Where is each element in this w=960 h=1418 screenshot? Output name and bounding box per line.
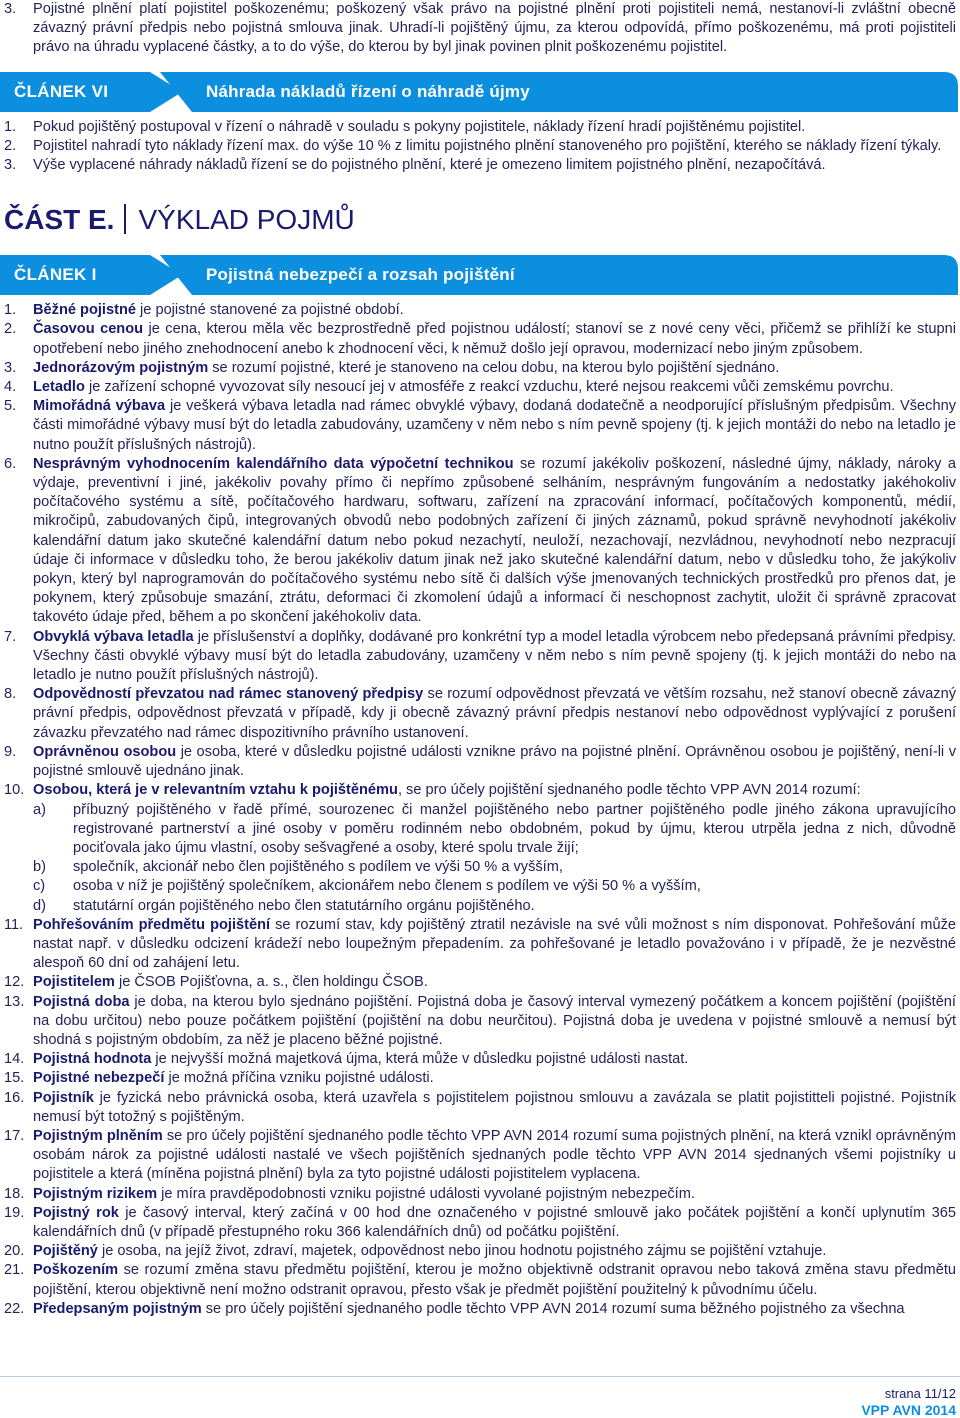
sub-item [33,801,956,859]
article-vi-items [0,118,960,176]
term: Osobou, která je v relevantním vztahu k pojištěnému [33,782,398,799]
term: Pojištěný [33,1243,98,1260]
list-item [0,156,960,175]
list-item [0,1050,960,1069]
item-number: 11. [4,916,24,933]
item-text: je cena, kterou měla věc bezprostředně před pojistnou událostí; stanoví se z nové ceny věci, přičemž se přihlíží ke stupni opotřebení nebo jiného znehodnocení anebo k zhodnocení věci, k němuž došlo její opravou, modernizací nebo jiným způsobem. [33,321,956,357]
article-vi-number: ČLÁNEK VI [14,81,109,101]
sub-item [33,858,956,877]
item-number: 10. [4,782,25,799]
term: Nesprávným vyhodnocením kalendářního data výpočetní technikou [33,455,514,472]
item-number: 21. [4,1262,25,1279]
term: Pojistné nebezpečí [33,1070,165,1087]
term: Pojistitelem [33,974,115,991]
part-label: ČÁST E. [4,204,115,236]
list-item [0,137,960,156]
list-item [0,1300,960,1319]
item-number: 1. [4,118,17,135]
sub-item-text: statutární orgán pojištěného nebo člen statutárního orgánu pojištěného. [73,897,535,914]
item-number: 2. [4,321,17,338]
list-item [0,1185,960,1204]
list-item [0,685,960,743]
sub-item-letter: a) [33,801,46,818]
item-text: je příslušenství a doplňky, dodávané pro konkrétní typ a model letadla výrobcem nebo předepsaná právními předpisy. Všechny části obvyklé výbavy musí být do letadla zabudovány, uzamčeny v něm nebo s ním pevně spojeny (tj. k jejich montáži do nebo na letadlo je nutno použít příslušných nástrojů). [33,628,957,684]
list-item [0,455,960,628]
item-text: Pokud pojištěný postupoval v řízení o náhradě v souladu s pokyny pojistitele, náklady řízení hradí pojištěnému pojistitel. [33,118,806,135]
term: Pojistná doba [33,993,130,1010]
list-item [0,1204,960,1242]
list-item [0,916,960,974]
item-text: se rozumí odpovědnost převzatá ve větším rozsahu, než stanoví obecně závazný právní předpis, odpovědnost převzatá v případě, kdy ji obecně závazný právní předpis nestanoví nebo odpovědnost vyplývající z porušení závazku převzatého nad rámec dispozitivního právního ustanovení. [33,686,956,741]
item-text: je možná příčina vzniku pojistné události. [164,1070,434,1087]
list-item [0,743,960,781]
intro-section [0,0,960,58]
item-text: Výše vyplacené náhrady nákladů řízení se do pojistného plnění, které je omezeno limitem pojistného plnění, nezapočítává. [33,157,826,174]
item-number: 22. [4,1300,25,1317]
term: Odpovědností převzatou nad rámec stanovený předpisy [33,686,424,703]
list-item [0,359,960,378]
item-text: Pojistitel nahradí tyto náklady řízení max. do výše 10 % z limitu pojistného plnění stanoveného pro pojištění, kterého se náklady řízení týkaly. [33,137,942,154]
item-text: je doba, na kterou bylo sjednáno pojištění. Pojistná doba je časový interval vymezený počátkem a koncem pojištění (pojištění na dobu určitou) nebo pouze počátkem pojištění (pojištění na dobu neurčitou). Pojistná doba je uvedena v pojistné smlouvě a nemusí být shodná s pojistným obdobím, za něž je placeno běžné pojistné. [33,993,956,1048]
item-text: je nejvyšší možná majetková újma, která může v důsledku pojistné události nastat. [151,1051,689,1068]
list-item [0,1069,960,1088]
item-text: je ČSOB Pojišťovna, a. s., člen holdingu ČSOB. [114,974,428,991]
term: Časovou cenou [33,321,144,338]
item-number: 17. [4,1127,25,1144]
item-text: se rozumí pojistné, které je stanoveno na celou dobu, na kterou bylo pojištění sjednáno. [208,359,780,376]
part-title: VÝKLAD POJMŮ [138,204,355,236]
part-separator [124,204,126,234]
item-number: 7. [4,628,17,645]
item-text: se pro účely pojištění sjednaného podle těchto VPP AVN 2014 rozumí suma pojistných plnění, na která vznikl oprávněným osobám nárok za pojistné události nastalé ve všech pojištěních sjednaných podle těchto VPP AVN 2014 sjednaných všemi pojistníky u pojistitele a která (míněna pojistná plnění) byla za tyto pojistné události pojistitelem vyplacena. [33,1127,956,1183]
sub-item-text: příbuzný pojištěného v řadě přímé, sourozenec či manžel pojištěného nebo partner pojištěného podle jiného zákona upravujícího registrované partnerství a jiné osoby v poměru rodinném nebo obdobném, pokud by újmu, kterou utrpěla jedna z nich, důvodně pociťovala jako újmu vlastní, osoby sešvagřené a osoby, které spolu trvale žijí; [73,801,956,856]
list-item [0,1127,960,1185]
item-number: 12. [4,974,25,991]
item-text: je fyzická nebo právnická osoba, která uzavřela s pojistitelem pojistnou smlouvu a zavázala se platit pojistitteli pojistné. Pojistník nemusí být totožný s pojištěným. [33,1089,956,1125]
list-item [0,0,960,58]
article-vi-header [0,72,960,112]
sub-item [33,877,956,896]
sub-item [33,897,956,916]
item-text: se rozumí jakékoliv poškození, následné újmy, náklady, nároky a výdaje, preventivní i jiné, jakékoliv povahy přímo či nepřímo způsobené selháním, nesprávným fungováním a nedostatky jakéhokoliv počítačového systému a sítě, počítačového hardwaru, softwaru, zařízení na zpracování informací, počítačových komponentů, médií, mikročipů, zabudovaných čipů, integrovaných obvodů nebo podobných zařízení či jiných záznamů, pokud správně nevyhodnotí jakékoliv kalendářní datum jako skutečné kalendářní datum nebo pokud nezachytí, neuloží, nezachovají, nezvládnou, nevyhodnotí nebo nezpracují údaje či informace v důsledku toho, že berou jakékoliv datum jinak než jako skutečné kalendářní datum, nebo v důsledku toho, že jakýkoliv pokyn, který byl naprogramován do počítačového systému nebo sítě či dalších výše jmenovaných technických prostředků pro přenos dat, je pokynem, který způsobuje smazání, ztrátu, deformaci či zkomolení údajů a informací či neschopnost zachytit, uložit či správně zpracovat takovéto údaje před, během a po skončení jakéhokoliv data. [33,455,957,626]
list-item [0,1089,960,1127]
term: Běžné pojistné [33,302,136,319]
item-number: 1. [4,302,17,319]
part-heading [4,201,960,243]
sub-item-text: společník, akcionář nebo člen pojištěného s podílem ve výši 50 % a vyšším, [73,859,563,876]
item-text: je zařízení schopné vyvozovat síly nesoucí jej v atmosféře z reakcí vzduchu, které nejsou reakcemi vůči zemskému povrchu. [84,379,894,396]
list-item [0,1242,960,1261]
item-text: , se pro účely pojištění sjednaného podle těchto VPP AVN 2014 rozumí: [397,782,861,799]
term: Letadlo [33,379,85,396]
article-i-title: Pojistná nebezpečí a rozsah pojištění [206,265,515,285]
item-number: 2. [4,137,17,154]
item-number: 18. [4,1185,25,1202]
list-item [0,973,960,992]
article-i-items [0,301,960,1319]
item-number: 8. [4,686,17,703]
list-item [0,628,960,686]
item-number: 20. [4,1243,25,1260]
item-text: je osoba, na jejíž život, zdraví, majetek, odpovědnost nebo jinou hodnotu pojistného zájmu se pojištění vztahuje. [97,1243,827,1260]
item-text: se rozumí stav, kdy pojištěný ztratil nezávisle na své vůli možnost s ním disponovat. Pohřešování může nastat např. v důsledku odcizení krádeží nebo loupežným přepadením. za pohřešované je letadlo považováno i v případě, že je nezvěstné alespoň 60 dní od zahájení letu. [33,916,956,972]
document-code: VPP AVN 2014 [861,1402,956,1418]
item-number: 13. [4,993,25,1010]
list-item [0,781,960,800]
item-number: 16. [4,1089,25,1106]
item-number: 3. [4,359,17,376]
item-text: se rozumí změna stavu předmětu pojištění, kterou je možno objektivně odstranit opravou nebo taková změna stavu předmětu pojištění, kterou objektivně není možno odstranit opravou, přesto však je předmět pojištění použitelný k původnímu účelu. [33,1262,956,1298]
item-number: 3. [4,1,17,17]
item-text: je pojistné stanovené za pojistné období. [135,302,404,319]
term: Pojistná hodnota [33,1051,152,1068]
term: Jednorázovým pojistným [33,359,209,376]
item-number: 19. [4,1204,25,1221]
article-i-header [0,255,960,295]
item-number: 6. [4,455,17,472]
sub-item-text: osoba v níž je pojištěný společníkem, akcionářem nebo členem s podílem ve výši 50 % a vyšším, [73,878,701,895]
article-vi-title: Náhrada nákladů řízení o náhradě újmy [206,81,530,101]
sub-item-letter: d) [33,897,46,914]
item-number: 15. [4,1070,25,1087]
item-text: se pro účely pojištění sjednaného podle těchto VPP AVN 2014 rozumí suma běžného pojistného za všechna [201,1300,905,1317]
sub-item-letter: b) [33,859,46,876]
item-text: Pojistné plnění platí pojistitel poškozenému; poškozený však právo na pojistné plnění proti pojistiteli nemá, nestanoví-li zvláštní obecně závazný právní předpis nebo pojistná smlouva jinak. Uhradí-li pojištěný újmu, za kterou odpovídá, přímo poškozenému, má proti pojistiteli právo na úhradu vyplacené částky, a to do výše, do kterou by byl jinak povinen plnit poškozenému pojistitel. [33,1,956,56]
term: Pojistník [33,1089,94,1106]
term: Poškozením [33,1262,119,1279]
page-number: strana 11/12 [884,1386,956,1401]
item-text: je časový interval, který začíná v 00 hod dne označeného v pojistné smlouvě jako počátek pojištění a končí uplynutím 365 kalendářních dnů (v případě přestupného roku 366 kalendářních dnů) od počátku pojištění. [33,1204,956,1240]
term: Předepsaným pojistným [33,1300,202,1317]
term: Oprávněnou osobou [33,743,177,760]
list-item [0,378,960,397]
term: Pojistným plněním [33,1127,163,1144]
list-item [0,118,960,137]
item-number: 9. [4,743,17,760]
item-text: je míra pravděpodobnosti vzniku pojistné události vyvolané pojistným nebezpečím. [157,1185,695,1202]
list-item [0,1261,960,1299]
list-item [0,301,960,320]
term: Pojistný rok [33,1204,119,1221]
list-item [0,320,960,358]
term: Pojistným rizikem [33,1185,158,1202]
item-text: je veškerá výbava letadla nad rámec obvyklé výbavy, dodaná dodatečně a neodporující příslušným předpisům. Všechny části mimořádné výbavy musí být do letadla zabudovány, uzamčeny v něm nebo s ním pevně spojeny (tj. k jejich montáži do nebo na letadlo je nutno použít příslušných nástrojů). [33,398,956,453]
item-number: 14. [4,1051,25,1068]
item-number: 4. [4,379,17,396]
item-text: je osoba, které v důsledku pojistné události vznikne právo na pojistné plnění. Oprávněnou osobou je pojištěný, není-li v pojistné smlouvě ujednáno jinak. [33,743,956,780]
list-item [0,993,960,1051]
sub-item-letter: c) [33,878,46,895]
article-i-number: ČLÁNEK I [14,265,97,285]
item-number: 3. [4,157,17,174]
sub-list [0,801,960,916]
list-item [0,397,960,455]
footer-divider [0,1376,960,1377]
term: Obvyklá výbava letadla [33,628,194,645]
term: Mimořádná výbava [33,398,166,415]
term: Pohřešováním předmětu pojištění [33,916,271,933]
item-number: 5. [4,398,17,415]
